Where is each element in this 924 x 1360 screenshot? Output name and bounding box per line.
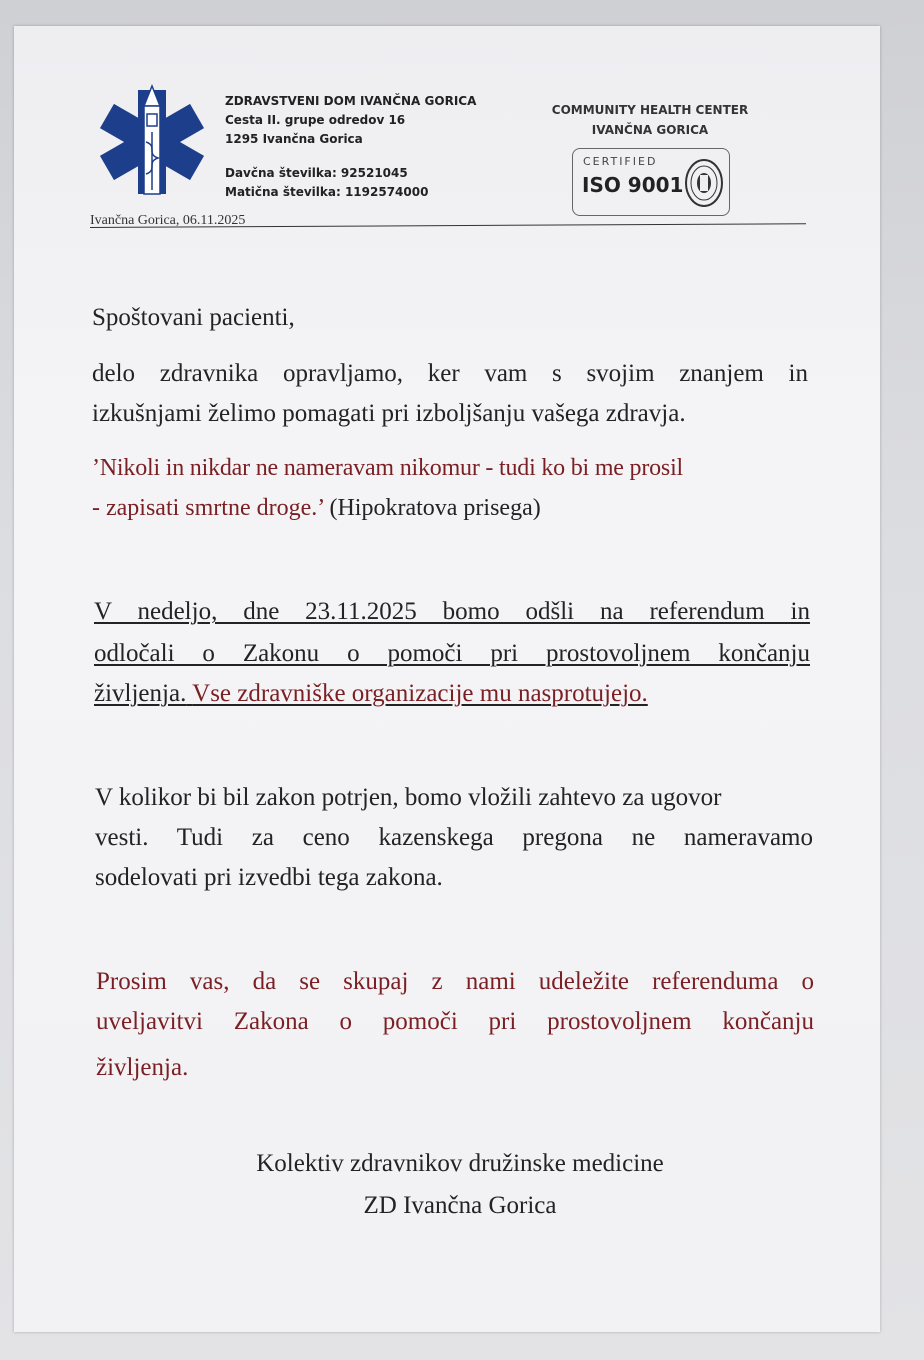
address-line-2: 1295 Ivančna Gorica bbox=[225, 132, 363, 146]
announcement-line-3 bbox=[94, 676, 648, 712]
objection-line-3: sodelovati pri izvedbi tega zakona. bbox=[95, 864, 443, 891]
place-and-date: Ivančna Gorica, 06.11.2025 bbox=[90, 213, 246, 228]
quote-line-1: ’Nikoli in nikdar ne nameravam nikomur - tudi ko bi me prosil bbox=[92, 455, 684, 481]
star-of-life-icon bbox=[94, 84, 210, 200]
objection-line-2: vesti. Tudi za ceno kazenskega pregona ne nameravamo bbox=[95, 824, 813, 851]
announcement-line-3-red: Vse zdravniške organizacije mu nasprotujejo. bbox=[192, 680, 648, 707]
announcement-line-1: V nedeljo, dne 23.11.2025 bomo odšli na referendum in bbox=[94, 598, 810, 625]
address-line-1: Cesta II. grupe odredov 16 bbox=[225, 113, 406, 127]
certification-seal-icon bbox=[683, 157, 725, 209]
signature-line-2: ZD Ivančna Gorica bbox=[363, 1192, 557, 1219]
english-name-line-1: COMMUNITY HEALTH CENTER bbox=[551, 103, 749, 117]
announcement-line-2: odločali o Zakonu o pomoči pri prostovoljnem končanju bbox=[94, 640, 810, 667]
appeal-line-3: življenja. bbox=[96, 1054, 189, 1081]
objection-line-1: V kolikor bi bil zakon potrjen, bomo vložili zahtevo za ugovor bbox=[95, 784, 722, 811]
english-org-name bbox=[540, 100, 760, 140]
appeal-line-1: Prosim vas, da se skupaj z nami udeležite referenduma o bbox=[96, 968, 814, 995]
announcement-line-3-black: življenja. bbox=[94, 680, 187, 707]
certified-label: CERTIFIED bbox=[583, 155, 658, 168]
registration-number: Matična številka: 1192574000 bbox=[225, 185, 429, 199]
intro-line-2: izkušnjami želimo pomagati pri izboljšanju vašega zdravja. bbox=[92, 400, 686, 427]
organization-info bbox=[225, 92, 505, 202]
appeal-line-2: uveljavitvi Zakona o pomoči pri prostovoljnem končanju bbox=[96, 1008, 814, 1035]
quote-line-2-text: - zapisati smrtne droge.’ bbox=[92, 495, 324, 521]
english-name-line-2: IVANČNA GORICA bbox=[591, 123, 709, 137]
intro-line-1: delo zdravnika opravljamo, ker vam s svojim znanjem in bbox=[92, 360, 808, 387]
greeting: Spoštovani pacienti, bbox=[92, 304, 295, 331]
quote-line-2 bbox=[92, 490, 541, 526]
iso-certification-badge bbox=[572, 148, 730, 216]
tax-number: Davčna številka: 92521045 bbox=[225, 166, 408, 180]
org-name: ZDRAVSTVENI DOM IVANČNA GORICA bbox=[225, 94, 477, 108]
signature-line-1: Kolektiv zdravnikov družinske medicine bbox=[256, 1150, 664, 1177]
iso-label: ISO 9001 bbox=[582, 173, 684, 197]
quote-source: (Hipokratova prisega) bbox=[329, 495, 541, 521]
